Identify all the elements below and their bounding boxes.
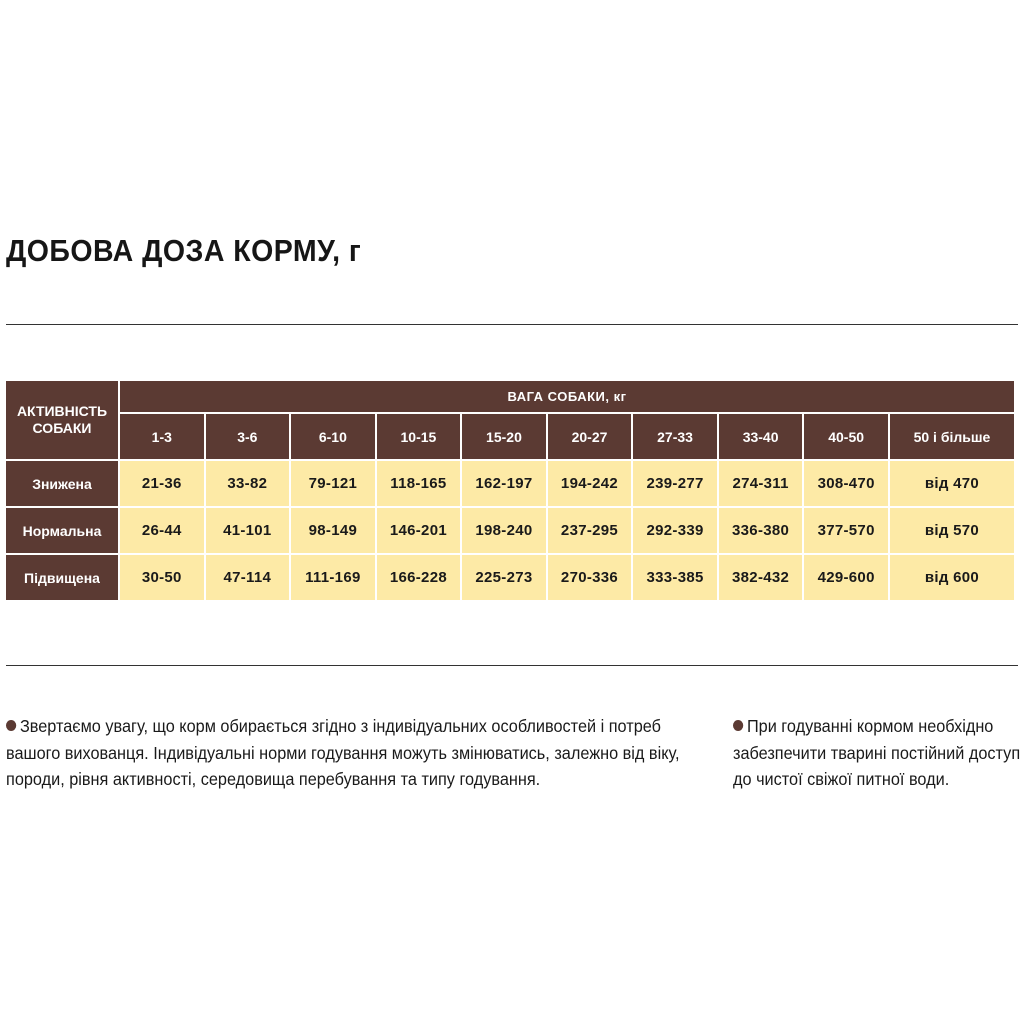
daily-dose-table	[4, 379, 1016, 602]
dose-cell: 377-570	[804, 508, 888, 553]
dose-rows	[6, 461, 1014, 600]
activity-level-label: Знижена	[6, 461, 118, 506]
weight-range-header: 50 і більше	[890, 414, 1014, 459]
dose-cell: від 600	[890, 555, 1014, 600]
note-feeding-individual	[6, 713, 690, 793]
bullet-icon	[6, 720, 16, 731]
dose-cell: від 570	[890, 508, 1014, 553]
dose-cell: 98-149	[291, 508, 375, 553]
weight-range-header: 6-10	[291, 414, 375, 459]
dose-cell: 21-36	[120, 461, 204, 506]
weight-range-row	[6, 414, 1014, 459]
dose-cell: 146-201	[377, 508, 461, 553]
note-right-text: При годуванні кормом необхідно забезпечити тварині постійний доступ до чистої свіжої питної води.	[733, 716, 1021, 789]
dose-cell: 198-240	[462, 508, 546, 553]
dose-cell: 30-50	[120, 555, 204, 600]
dose-cell: 274-311	[719, 461, 803, 506]
dose-cell: 292-339	[633, 508, 717, 553]
note-water	[733, 713, 1021, 793]
dose-cell: 194-242	[548, 461, 632, 506]
weight-range-header: 3-6	[206, 414, 290, 459]
bottom-divider	[6, 665, 1018, 666]
weight-range-header: 20-27	[548, 414, 632, 459]
table-row	[6, 555, 1014, 600]
top-divider	[6, 324, 1018, 325]
weight-range-header: 15-20	[462, 414, 546, 459]
dose-cell: 166-228	[377, 555, 461, 600]
weight-range-header: 1-3	[120, 414, 204, 459]
weight-header: ВАГА СОБАКИ, кг	[120, 381, 1014, 412]
dose-cell: 225-273	[462, 555, 546, 600]
dose-cell: 239-277	[633, 461, 717, 506]
note-left-text: Звертаємо увагу, що корм обирається згідно з індивідуальних особливостей і потреб вашого вихованця. Індивідуальні норми годування можуть змінюватись, залежно від віку, породи, рівня активності, середовища перебування та типу годування.	[6, 716, 680, 789]
bullet-icon	[733, 720, 743, 731]
dose-cell: 118-165	[377, 461, 461, 506]
weight-range-header: 27-33	[633, 414, 717, 459]
dose-cell: 270-336	[548, 555, 632, 600]
dose-cell: 41-101	[206, 508, 290, 553]
dose-cell: 333-385	[633, 555, 717, 600]
dose-cell: 26-44	[120, 508, 204, 553]
dose-cell: 79-121	[291, 461, 375, 506]
dose-cell: 111-169	[291, 555, 375, 600]
dose-cell: 47-114	[206, 555, 290, 600]
activity-level-label: Підвищена	[6, 555, 118, 600]
dose-cell: 33-82	[206, 461, 290, 506]
dose-cell: 382-432	[719, 555, 803, 600]
page-title: ДОБОВА ДОЗА КОРМУ, г	[6, 233, 362, 268]
dose-cell: 336-380	[719, 508, 803, 553]
dose-cell: 237-295	[548, 508, 632, 553]
dose-cell: 429-600	[804, 555, 888, 600]
weight-range-header: 10-15	[377, 414, 461, 459]
activity-level-label: Нормальна	[6, 508, 118, 553]
weight-range-header: 33-40	[719, 414, 803, 459]
weight-range-header: 40-50	[804, 414, 888, 459]
dose-cell: від 470	[890, 461, 1014, 506]
dose-cell: 308-470	[804, 461, 888, 506]
table-row	[6, 461, 1014, 506]
dose-cell: 162-197	[462, 461, 546, 506]
table-row	[6, 508, 1014, 553]
activity-header: АКТИВНІСТЬ СОБАКИ	[6, 381, 118, 459]
